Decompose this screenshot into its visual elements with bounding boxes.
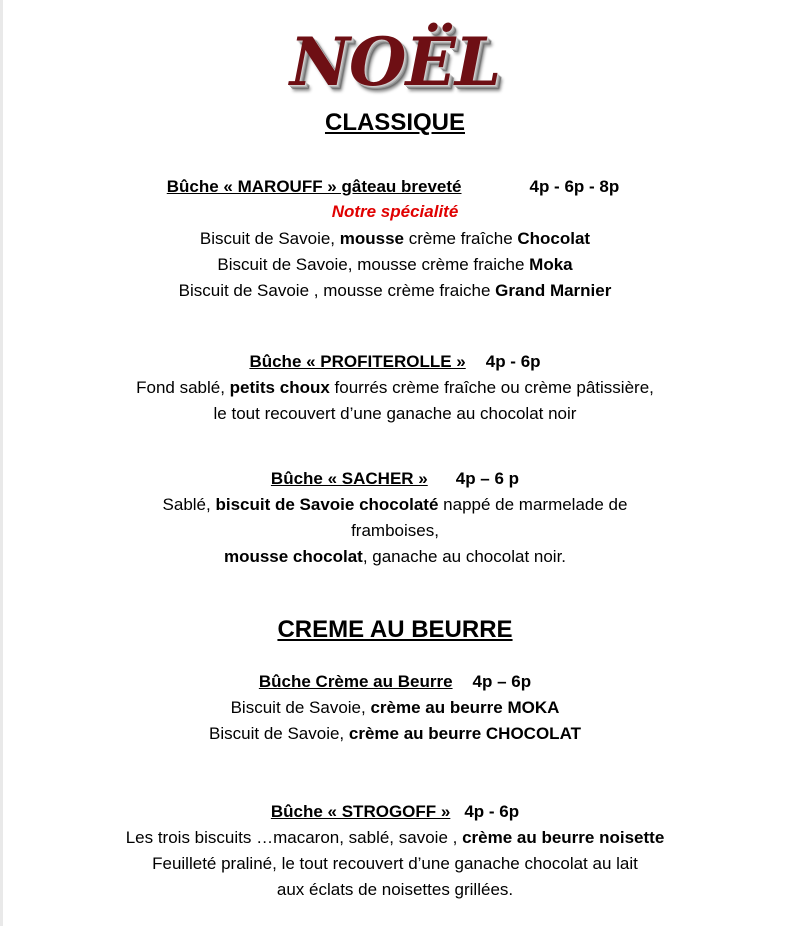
item-desc-line: Biscuit de Savoie , mousse crème fraiche Grand Marnier [178,281,612,300]
item-sizes: 4p – 6 p [455,469,520,488]
item-name: Bûche « SACHER » [270,469,428,488]
item-title-sacher [0,467,790,491]
section-title-creme-au-beurre: CREME AU BEURRE [277,616,513,643]
item-sizes: 4p - 6p [485,352,541,371]
noel-logo: NOËL [289,23,501,101]
item-sizes: 4p - 6p - 8p [529,177,620,196]
item-title-strogoff [0,800,790,824]
item-name: Bûche Crème au Beurre [258,672,453,691]
item-desc-line: Biscuit de Savoie, crème au beurre CHOCOLAT [209,724,581,743]
item-desc-line: mousse chocolat, ganache au chocolat noir. [223,547,567,566]
item-desc-line: Fond sablé, petits choux fourrés crème fraîche ou crème pâtissière, [136,378,654,397]
item-desc-line: Les trois biscuits …macaron, sablé, savoie , crème au beurre noisette [125,828,665,847]
item-name: Bûche « PROFITEROLLE » [249,352,466,371]
item-name: Bûche « STROGOFF » [270,802,451,821]
section-title-classique: CLASSIQUE [324,109,465,136]
item-title-creme-au-beurre [0,670,790,694]
item-desc-line: Biscuit de Savoie, mousse crème fraiche Moka [217,255,573,274]
item-desc-line: Biscuit de Savoie, mousse crème fraîche Chocolat [199,229,591,248]
page-edge [0,0,3,926]
item-sizes: 4p - 6p [464,802,520,821]
item-sizes: 4p – 6p [472,672,532,691]
item-title-marouff [0,175,790,199]
item-desc-line: framboises, [351,521,439,540]
item-desc-line: Biscuit de Savoie, crème au beurre MOKA [230,698,560,717]
item-title-profiterolle [0,350,790,374]
specialty-tag: Notre spécialité [331,202,459,221]
item-desc-line: Feuilleté praliné, le tout recouvert d’une ganache chocolat au lait [152,854,638,873]
item-desc-line: aux éclats de noisettes grillées. [276,880,514,899]
item-desc-line: le tout recouvert d’une ganache au chocolat noir [213,404,577,423]
item-desc-line: Sablé, biscuit de Savoie chocolaté nappé de marmelade de [162,495,628,514]
item-name: Bûche « MAROUFF » gâteau breveté [166,177,462,196]
